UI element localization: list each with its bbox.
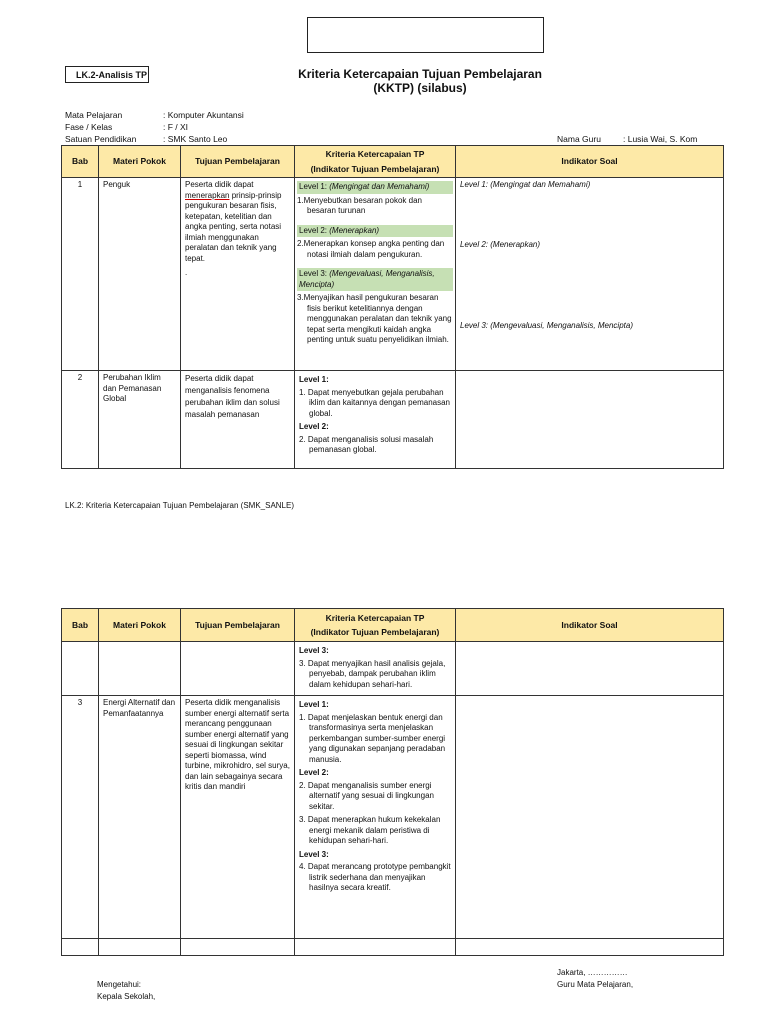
cell-bab: [62, 939, 99, 956]
meta-mapel-label: Mata Pelajaran: [65, 110, 123, 120]
level-3-item: 4. Dapat merancang prototype pembangkit listrik sederhana dan menyajikan hasilnya secara kreatif.: [299, 862, 451, 892]
level-2-item: 2.Menerapkan konsep angka penting dan notasi ilmiah dalam pengukuran.: [297, 239, 445, 259]
table-header-row: [62, 146, 724, 178]
col-indikator: Indikator Soal: [456, 609, 724, 642]
cell-bab: 1: [62, 178, 99, 371]
level-3-item: 3.Menyajikan hasil pengukuran besaran fisis berikut ketelitiannya dengan menggunakan peralatan dan teknik yang tepat serta mengikuti kaidah angka penting untuk suatu penyelidikan ilmiah.: [297, 293, 452, 344]
indikator-level-3: Level 3: (Mengevaluasi, Menganalisis, Mencipta): [460, 321, 633, 330]
meta-fase-value: : F / XI: [163, 122, 189, 132]
page1-footer: LK.2: Kriteria Ketercapaian Tujuan Pembelajaran (SMK_SANLE): [65, 501, 295, 510]
kktp-table-page1: [61, 145, 724, 469]
cell-tujuan: [181, 939, 295, 956]
level-1-label: Level 1:: [299, 182, 330, 191]
signature-guru: Guru Mata Pelajaran,: [557, 980, 634, 989]
level-2-label: Level 2:: [299, 225, 330, 235]
tujuan-dot: .: [185, 268, 188, 277]
meta-guru-value: : Lusia Wai, S. Kom: [623, 134, 698, 144]
col-tujuan: Tujuan Pembelajaran: [181, 146, 295, 178]
cell-bab: 2: [62, 371, 99, 469]
signature-kepsek: Kepala Sekolah,: [97, 992, 156, 1001]
cell-kriteria: [295, 642, 456, 696]
level-2-item: 2. Dapat menganalisis solusi masalah pemanasan global.: [299, 434, 434, 454]
table-row: [62, 696, 724, 939]
col-kriteria-line1: Kriteria Ketercapaian TP: [325, 612, 425, 623]
kktp-table-page2: [61, 608, 724, 956]
cell-tujuan: [181, 178, 295, 371]
top-empty-box: [307, 17, 544, 53]
cell-indikator: [456, 696, 724, 939]
col-kriteria-line2: (Indikator Tujuan Pembelajaran): [310, 163, 440, 174]
table-row: [62, 642, 724, 696]
title-line-1: Kriteria Ketercapaian Tujuan Pembelajaran: [298, 67, 542, 81]
cell-tujuan: Peserta didik menganalisis sumber energi alternatif serta merancang penggunaan sumber energi alternatif yang sesuai di lingkungan sekitar seperti biomassa, wind turbine, mikrohidro, sel surya, dan lain sebagainya secara kritis dan mandiri: [181, 696, 295, 939]
col-kriteria-line1: Kriteria Ketercapaian TP: [325, 149, 425, 159]
indikator-level-1: Level 1: (Mengingat dan Memahami): [460, 180, 591, 189]
level-3-heading: [297, 268, 453, 291]
signature-mengetahui: Mengetahui:: [97, 980, 142, 989]
table-row: [62, 939, 724, 956]
cell-materi: [99, 939, 181, 956]
cell-indikator: [456, 642, 724, 696]
col-bab: Bab: [62, 146, 99, 178]
tujuan-post: prinsip-prinsip pengukuran besaran fisis, ketepatan, ketelitian dan angka penting, serta notasi ilmiah menggunakan peralatan dan teknik yang tepat.: [185, 190, 282, 263]
level-3-label: Level 3:: [299, 269, 330, 278]
signature-place-date: Jakarta, ……………: [557, 968, 628, 977]
cell-indikator: [456, 371, 724, 469]
col-kriteria: [295, 609, 456, 642]
col-materi: Materi Pokok: [99, 146, 181, 178]
level-2-heading: [297, 225, 453, 238]
col-materi: Materi Pokok: [99, 609, 181, 642]
level-2-heading: Level 2:: [299, 768, 329, 777]
cell-kriteria: [295, 178, 456, 371]
meta-guru-label: Nama Guru: [557, 134, 601, 144]
level-2-heading: Level 2:: [299, 422, 329, 431]
col-kriteria: [295, 146, 456, 178]
cell-materi: [99, 642, 181, 696]
title-line-2: (KKTP) (silabus): [373, 81, 467, 95]
cell-tujuan: [181, 642, 295, 696]
cell-tujuan: Peserta didik dapat menganalisis fenomena perubahan iklim dan solusi masalah pemanasan: [181, 371, 295, 469]
meta-mapel-value: : Komputer Akuntansi: [163, 110, 244, 120]
table-row: [62, 371, 724, 469]
level-2-sub: (Menerapkan): [329, 225, 380, 235]
level-1-heading: Level 1:: [299, 700, 329, 709]
level-3-item: 3. Dapat menyajikan hasil analisis gejala, penyebab, dampak perubahan iklim dalam kehidupan sehari-hari.: [299, 658, 446, 689]
meta-mapel: [65, 110, 122, 120]
cell-indikator: [456, 178, 724, 371]
level-3-heading: Level 3:: [299, 849, 329, 859]
level-1-heading: [297, 181, 453, 194]
table-row: [62, 178, 724, 371]
indikator-level-2: Level 2: (Menerapkan): [460, 240, 541, 249]
level-1-sub: (Mengingat dan Memahami): [329, 182, 430, 191]
page-title: [230, 67, 610, 95]
level-1-heading: Level 1:: [299, 375, 329, 384]
table-header-row: [62, 609, 724, 642]
col-bab: Bab: [62, 609, 99, 642]
cell-kriteria: [295, 939, 456, 956]
level-3-sub: (Mengevaluasi, Menganalisis, Mencipta): [299, 269, 435, 289]
meta-satuan-value: : SMK Santo Leo: [163, 134, 228, 144]
meta-fase-label: Fase / Kelas: [65, 122, 113, 132]
level-1-item: 1. Dapat menyebutkan gejala perubahan iklim dan kaitannya dengan pemanasan global.: [299, 387, 450, 418]
lk-label: LK.2-Analisis TP: [65, 66, 149, 83]
col-indikator: Indikator Soal: [456, 146, 724, 178]
cell-materi: Energi Alternatif dan Pemanfaatannya: [99, 696, 181, 939]
tujuan-underlined: menerapkan: [185, 190, 230, 200]
tujuan-pre: Peserta didik dapat: [185, 180, 254, 189]
level-1-item: 1.Menyebutkan besaran pokok dan besaran turunan: [297, 195, 422, 215]
level-1-item: 1. Dapat menjelaskan bentuk energi dan transformasinya serta menjelaskan perkembangan sumber-sumber energi yang digunakan sepanjang peradaban manusia.: [299, 712, 446, 764]
cell-bab: [62, 642, 99, 696]
cell-kriteria: [295, 696, 456, 939]
col-kriteria-line2: (Indikator Tujuan Pembelajaran): [310, 627, 440, 637]
meta-satuan-label: Satuan Pendidikan: [65, 134, 137, 144]
cell-indikator: [456, 939, 724, 956]
cell-materi: Perubahan Iklim dan Pemanasan Global: [99, 371, 181, 469]
level-2-item-a: 2. Dapat menganalisis sumber energi alternatif yang sesuai di lingkungan sekitar.: [299, 780, 434, 811]
cell-materi: Penguk: [99, 178, 181, 371]
cell-kriteria: [295, 371, 456, 469]
level-2-item-b: 3. Dapat menerapkan hukum kekekalan energi mekanik dalam peristiwa di kehidupan sehari-hari.: [299, 815, 441, 845]
cell-bab: 3: [62, 696, 99, 939]
level-3-heading: Level 3:: [299, 646, 329, 655]
col-tujuan: Tujuan Pembelajaran: [181, 609, 295, 642]
